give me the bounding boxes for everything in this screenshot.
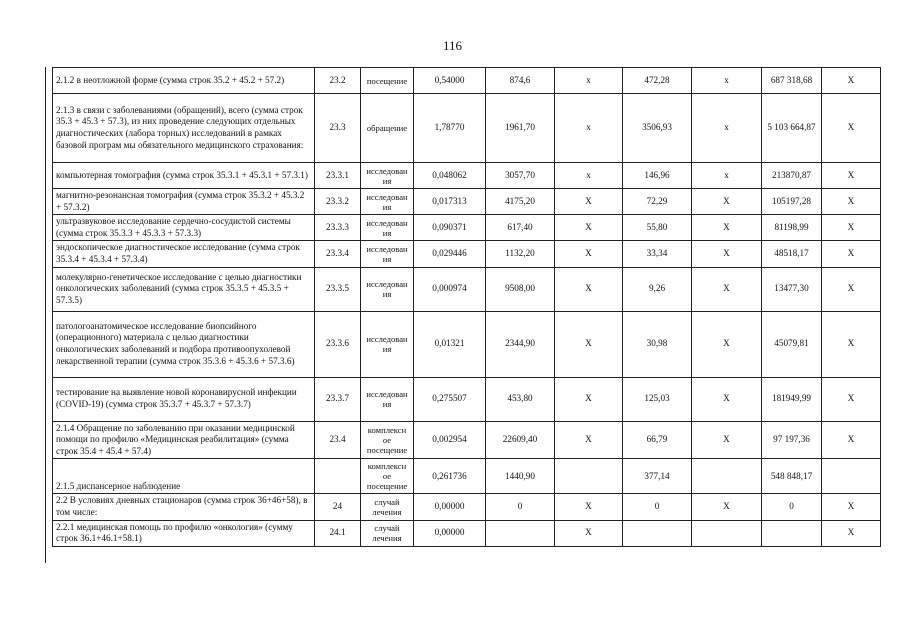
cell-c2: 1961,70 — [486, 94, 555, 163]
cell-desc: 2.1.2 в неотложной форме (сумма строк 35.2 + 45.2 + 57.2) — [53, 68, 315, 94]
cell-c4: 377,14 — [623, 459, 692, 494]
cell-desc: тестирование на выявление новой коронавирусной инфекции (COVID-19) (сумма строк 35.3.7 + 45.3.7 + 57.3.7) — [53, 377, 315, 421]
cell-desc: 2.2.1 медицинская помощь по профилю «онкология» (сумму строк 36.1+46.1+58.1) — [53, 520, 315, 546]
cell-c1: 0,261736 — [414, 459, 486, 494]
cell-c4: 9,26 — [623, 267, 692, 311]
cell-c2: 1440,90 — [486, 459, 555, 494]
cell-c6: 105197,28 — [762, 189, 822, 215]
cell-c4: 125,03 — [623, 377, 692, 421]
cell-line: 23.3.1 — [315, 163, 361, 189]
cell-c6: 5 103 664,87 — [762, 94, 822, 163]
cell-c6: 181949,99 — [762, 377, 822, 421]
cell-line: 23.3 — [315, 94, 361, 163]
cell-c3: x — [555, 163, 623, 189]
cell-unit: исследован ия — [361, 163, 414, 189]
cell-c6: 13477,30 — [762, 267, 822, 311]
cell-c3: X — [555, 189, 623, 215]
cell-c7: X — [822, 311, 881, 377]
table-body — [53, 68, 881, 547]
cell-desc: 2.1.5 диспансерное наблюдение — [53, 459, 315, 494]
cell-c4: 3506,93 — [623, 94, 692, 163]
cell-c5: X — [692, 377, 762, 421]
cell-unit: комплексн ое посещение — [361, 459, 414, 494]
cell-c6: 548 848,17 — [762, 459, 822, 494]
cell-c4: 30,98 — [623, 311, 692, 377]
cell-c6: 81198,99 — [762, 215, 822, 241]
table-row — [53, 459, 881, 494]
cell-c3: X — [555, 267, 623, 311]
cell-c2: 617,40 — [486, 215, 555, 241]
cell-unit: исследован ия — [361, 241, 414, 267]
table-row — [53, 215, 881, 241]
table-row — [53, 241, 881, 267]
table-row — [53, 520, 881, 546]
cell-c4: 146,96 — [623, 163, 692, 189]
table-row — [53, 421, 881, 459]
cell-c6 — [762, 520, 822, 546]
cell-c5: x — [692, 163, 762, 189]
cell-desc: компьютерная томография (сумма строк 35.3.1 + 45.3.1 + 57.3.1) — [53, 163, 315, 189]
cell-c3: X — [555, 215, 623, 241]
cell-unit: случай лечения — [361, 494, 414, 520]
cell-unit: исследован ия — [361, 377, 414, 421]
cell-c2: 0 — [486, 494, 555, 520]
cell-c1: 0,017313 — [414, 189, 486, 215]
cell-c1: 0,048062 — [414, 163, 486, 189]
cell-c3: X — [555, 520, 623, 546]
cell-c2: 2344,90 — [486, 311, 555, 377]
cell-line: 23.3.6 — [315, 311, 361, 377]
cell-c6: 97 197,36 — [762, 421, 822, 459]
table-row — [53, 494, 881, 520]
cell-c4: 72,29 — [623, 189, 692, 215]
cell-unit: исследован ия — [361, 267, 414, 311]
cell-c1: 0,00000 — [414, 520, 486, 546]
cell-c1: 0,01321 — [414, 311, 486, 377]
cell-c6: 45079,81 — [762, 311, 822, 377]
cell-c7: X — [822, 241, 881, 267]
cell-c1: 1,78770 — [414, 94, 486, 163]
cell-desc: патологоанатомическое исследование биопсийного (операционного) материала с целью диагностики онкологических заболеваний и подбора противоопухолевой лекарственной терапии (сумма строк 35.3.6 + 45.3.6 + 57.3.6) — [53, 311, 315, 377]
cell-c5: X — [692, 189, 762, 215]
cell-desc: ультразвуковое исследование сердечно-сосудистой системы (сумма строк 35.3.3 + 45.3.3 + 57.3.3) — [53, 215, 315, 241]
cell-c4: 33,34 — [623, 241, 692, 267]
cell-c3: x — [555, 68, 623, 94]
cell-line: 23.2 — [315, 68, 361, 94]
table-row — [53, 94, 881, 163]
cell-c3: X — [555, 494, 623, 520]
cell-unit: комплексн ое посещение — [361, 421, 414, 459]
cell-desc: магнитно-резонансная томография (сумма строк 35.3.2 + 45.3.2 + 57.3.2) — [53, 189, 315, 215]
cell-c7: X — [822, 215, 881, 241]
cell-unit: исследован ия — [361, 215, 414, 241]
cell-unit: обращение — [361, 94, 414, 163]
cell-c3: x — [555, 94, 623, 163]
cell-c4: 0 — [623, 494, 692, 520]
cell-c5: X — [692, 215, 762, 241]
cell-c4: 55,80 — [623, 215, 692, 241]
cell-line: 23.3.4 — [315, 241, 361, 267]
cell-c7: X — [822, 520, 881, 546]
cell-unit: исследован ия — [361, 189, 414, 215]
cell-line: 23.3.7 — [315, 377, 361, 421]
cell-c7: X — [822, 163, 881, 189]
cell-c7: X — [822, 267, 881, 311]
cell-c5: x — [692, 68, 762, 94]
cell-c2: 1132,20 — [486, 241, 555, 267]
table-row — [53, 377, 881, 421]
cell-c5: X — [692, 311, 762, 377]
cell-c7: X — [822, 377, 881, 421]
cell-c3: X — [555, 421, 623, 459]
cell-c7: X — [822, 68, 881, 94]
cell-c7: X — [822, 421, 881, 459]
cell-c5: X — [692, 241, 762, 267]
cell-desc: 2.2 В условиях дневных стационаров (сумма строк 36+46+58), в том числе: — [53, 494, 315, 520]
cell-c5: X — [692, 267, 762, 311]
cell-c1: 0,275507 — [414, 377, 486, 421]
cell-c5: X — [692, 421, 762, 459]
cell-line: 23.3.3 — [315, 215, 361, 241]
cell-unit: исследован ия — [361, 311, 414, 377]
cell-c2: 3057,70 — [486, 163, 555, 189]
table-row — [53, 68, 881, 94]
cell-c4: 66,79 — [623, 421, 692, 459]
cell-c3: X — [555, 377, 623, 421]
page-number: 116 — [442, 38, 463, 53]
cell-desc: 2.1.3 в связи с заболеваниями (обращений), всего (сумма строк 35.3 + 45.3 + 57.3), из них проведение следующих отдельных диагностических (лабора торных) исследований в рамках базовой програм мы обязательного медицинского страхования: — [53, 94, 315, 163]
cell-c1: 0,002954 — [414, 421, 486, 459]
cell-c1: 0,029446 — [414, 241, 486, 267]
cell-c6: 0 — [762, 494, 822, 520]
cell-line: 24 — [315, 494, 361, 520]
cell-c5: x — [692, 94, 762, 163]
cell-c7 — [822, 459, 881, 494]
cell-c5 — [692, 459, 762, 494]
cell-c1: 0,00000 — [414, 494, 486, 520]
table-row — [53, 267, 881, 311]
cell-line: 23.3.5 — [315, 267, 361, 311]
cell-desc: эндоскопическое диагностическое исследование (сумма строк 35.3.4 + 45.3.4 + 57.3.4) — [53, 241, 315, 267]
table-row — [53, 311, 881, 377]
cell-c2: 22609,40 — [486, 421, 555, 459]
cell-line: 23.4 — [315, 421, 361, 459]
cell-c6: 213870,87 — [762, 163, 822, 189]
cell-unit: случай лечения — [361, 520, 414, 546]
cell-c1: 0,000974 — [414, 267, 486, 311]
cell-c7: X — [822, 94, 881, 163]
cell-c7: X — [822, 494, 881, 520]
cell-line: 24.1 — [315, 520, 361, 546]
cell-desc: молекулярно-генетическое исследование с целью диагностики онкологических заболеваний (сумма строк 35.3.5 + 45.3.5 + 57.3.5) — [53, 267, 315, 311]
cell-c3: X — [555, 311, 623, 377]
cell-unit: посещение — [361, 68, 414, 94]
cell-desc: 2.1.4 Обращение по заболеванию при оказании медицинской помощи по профилю «Медицинская реабилитация» (сумма строк 35.4 + 45.4 + 57.4) — [53, 421, 315, 459]
cell-c5: X — [692, 494, 762, 520]
table-row — [53, 189, 881, 215]
cell-line — [315, 459, 361, 494]
cell-c1: 0,54000 — [414, 68, 486, 94]
cell-c3 — [555, 459, 623, 494]
cell-c4: 472,28 — [623, 68, 692, 94]
cell-c2 — [486, 520, 555, 546]
cell-c2: 453,80 — [486, 377, 555, 421]
cell-c4 — [623, 520, 692, 546]
cell-c7: X — [822, 189, 881, 215]
cell-c1: 0,090371 — [414, 215, 486, 241]
page-left-rule — [45, 67, 46, 563]
cell-c2: 9508,00 — [486, 267, 555, 311]
table-row — [53, 163, 881, 189]
financing-table — [52, 67, 881, 547]
cell-c6: 687 318,68 — [762, 68, 822, 94]
cell-line: 23.3.2 — [315, 189, 361, 215]
cell-c2: 4175,20 — [486, 189, 555, 215]
cell-c6: 48518,17 — [762, 241, 822, 267]
cell-c5 — [692, 520, 762, 546]
cell-c3: X — [555, 241, 623, 267]
cell-c2: 874,6 — [486, 68, 555, 94]
